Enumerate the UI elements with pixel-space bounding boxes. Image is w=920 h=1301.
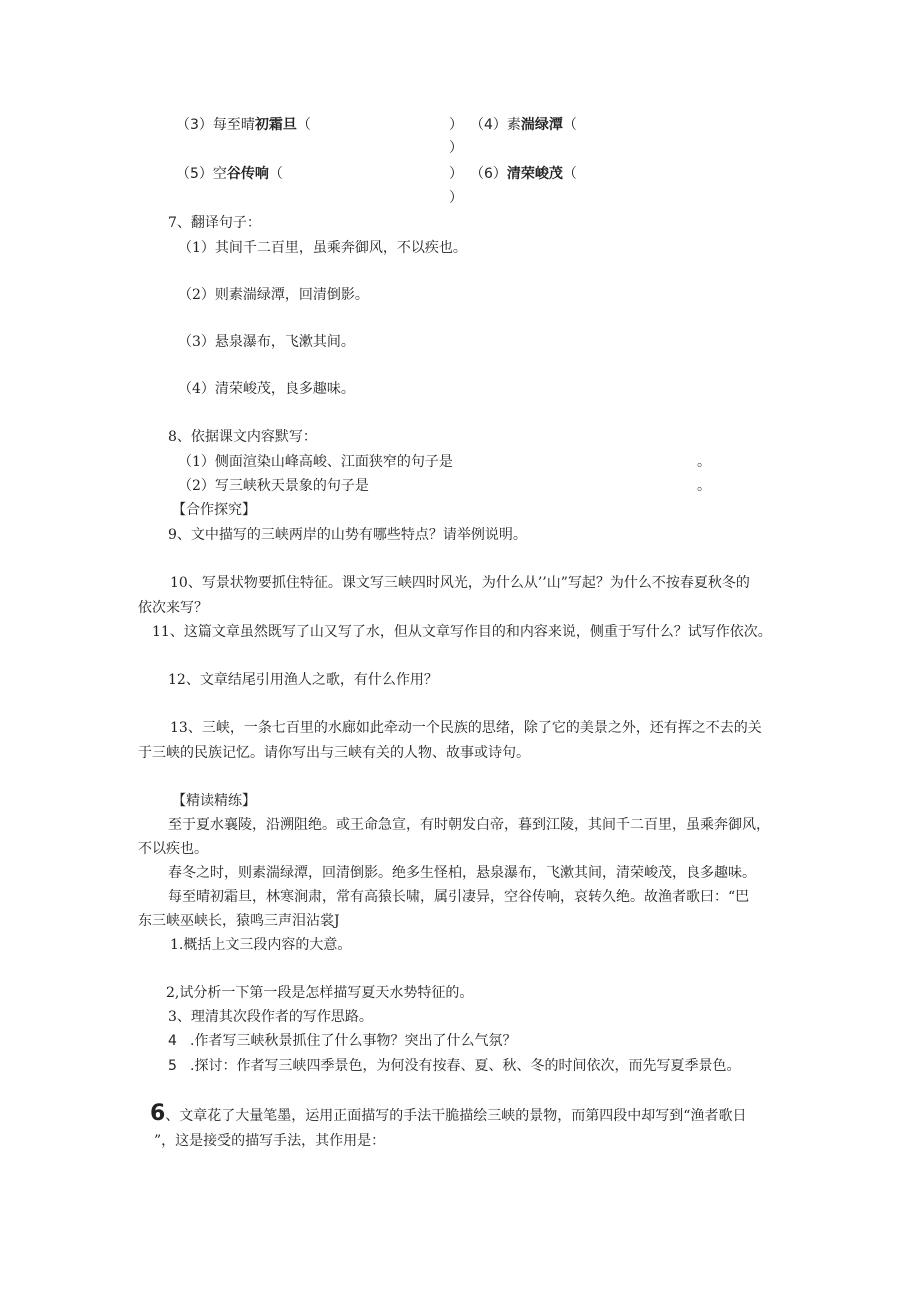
reading-question-3: 3、理清其次段作者的写作思路。 — [168, 1009, 373, 1025]
reading-question-4-number: 4 — [168, 1033, 177, 1049]
reading-question-6-line-2: ”，这是接受的描写手法，其作用是： — [154, 1133, 386, 1149]
passage-paragraph-2: 春冬之时，则素湍绿潭，回清倒影。绝多生怪柏，悬泉瀑布，飞漱其间，清荣峻茂，良多趣味。 — [168, 865, 756, 881]
question-12: 12、文章结尾引用渔人之歌，有什么作用？ — [168, 672, 438, 688]
vocab-3-prefix: 每至晴 — [212, 117, 255, 133]
vocab-item-5 — [176, 163, 283, 183]
question-8-item-2: （2）写三峡秋天景象的句子是 — [178, 478, 369, 494]
reading-question-6-number: 6 — [150, 1101, 166, 1126]
passage-paragraph-3-line-1: 每至晴初霜旦，林寒涧肃，常有高猿长啸，属引凄异，空谷传响，哀转久绝。故渔者歌曰：“巴 — [168, 889, 750, 905]
vocab-3-number: （3） — [176, 117, 213, 133]
vocab-item-6 — [470, 163, 577, 183]
question-8-item-2-end: 。 — [697, 478, 711, 494]
vocab-4-word: 湍绿潭 — [520, 117, 563, 133]
passage-paragraph-1-line-2: 不以疾也。 — [138, 841, 208, 857]
vocab-5-close-paren: ） — [449, 166, 463, 182]
question-7-item-1: （1）其间千二百里，虽乘奔御风，不以疾也。 — [178, 240, 467, 256]
vocab-3-close-paren: ） — [449, 117, 463, 133]
vocab-5-prefix: 空 — [212, 166, 227, 182]
vocab-5-number: （5） — [176, 166, 213, 182]
question-13-line-2: 于三峡的民族记忆。请你写出与三峡有关的人物、故事或诗句。 — [138, 745, 530, 761]
reading-question-5-text: .探讨：作者写三峡四季景色，为何没有按春、夏、秋、冬的时间依次，而先写夏季景色。 — [190, 1058, 741, 1074]
reading-question-5-number: 5 — [168, 1058, 177, 1074]
reading-question-1: 1.概括上文三段内容的大意。 — [170, 937, 352, 953]
section-reading-heading: 【精读精练】 — [172, 793, 256, 809]
reading-question-6-line-1 — [150, 1101, 746, 1126]
question-9: 9、文中描写的三峡两岸的山势有哪些特点？请举例说明。 — [168, 527, 527, 543]
question-7-item-4: （4）清荣峻茂，良多趣味。 — [178, 381, 355, 397]
question-13-line-1: 13、三峡，一条七百里的水廊如此牵动一个民族的思绪，除了它的美景之外，还有挥之不去的关 — [170, 720, 762, 736]
question-11: 11、这篇文章虽然既写了山又写了水，但从文章写作目的和内容来说，侧重于写什么？试写作依次。 — [152, 624, 772, 640]
question-8-title: 8、依据课文内容默写： — [168, 429, 317, 445]
vocab-6-word: 清荣峻茂 — [506, 166, 563, 182]
vocab-6-close-paren: ） — [449, 190, 463, 206]
question-7-title: 7、翻译句子： — [168, 215, 261, 231]
question-7-item-2: （2）则素湍绿潭，回清倒影。 — [178, 287, 369, 303]
vocab-5-open-paren: （ — [268, 166, 283, 182]
vocab-4-number: （4） — [470, 117, 507, 133]
question-8-item-1: （1）侧面渲染山峰高峻、江面狭窄的句子是 — [178, 454, 453, 470]
reading-question-4-text: .作者写三峡秋景抓住了什么事物？突出了什么气氛？ — [190, 1033, 517, 1049]
vocab-4-prefix: 素 — [506, 117, 521, 133]
reading-question-4 — [168, 1030, 516, 1050]
reading-question-5 — [168, 1055, 740, 1075]
section-cooperate-heading: 【合作探究】 — [172, 502, 256, 518]
vocab-item-4 — [470, 114, 577, 134]
question-7-item-3: （3）悬泉瀑布，飞漱其间。 — [178, 334, 355, 350]
reading-question-6-text: 、文章花了大量笔墨，运用正面描写的手法干脆描绘三峡的景物，而第四段中却写到“渔者歌日 — [165, 1108, 747, 1124]
question-10-line-2: 依次来写？ — [138, 600, 208, 616]
passage-paragraph-1-line-1: 至于夏水襄陵，沿溯阻绝。或王命急宣，有时朝发白帝，暮到江陵，其间千二百里，虽乘奔御风， — [168, 817, 770, 833]
vocab-3-word: 初霜旦 — [254, 117, 297, 133]
vocab-6-number: （6） — [470, 166, 507, 182]
vocab-4-open-paren: （ — [562, 117, 577, 133]
question-10-line-1: 10、写景状物要抓住特征。课文写三峡四时风光，为什么从’’山”写起？为什么不按春夏秋冬的 — [170, 575, 750, 591]
vocab-3-open-paren: （ — [296, 117, 311, 133]
vocab-5-word: 谷传响 — [226, 166, 269, 182]
passage-paragraph-3-line-2: 东三峡巫峡长，猿鸣三声泪沾裳J — [138, 913, 340, 929]
vocab-item-3 — [176, 114, 311, 134]
vocab-6-open-paren: （ — [562, 166, 577, 182]
vocab-4-close-paren: ） — [449, 140, 463, 156]
reading-question-2: 2,试分析一下第一段是怎样描写夏天水势特征的。 — [166, 985, 474, 1001]
question-8-item-1-end: 。 — [697, 454, 711, 470]
